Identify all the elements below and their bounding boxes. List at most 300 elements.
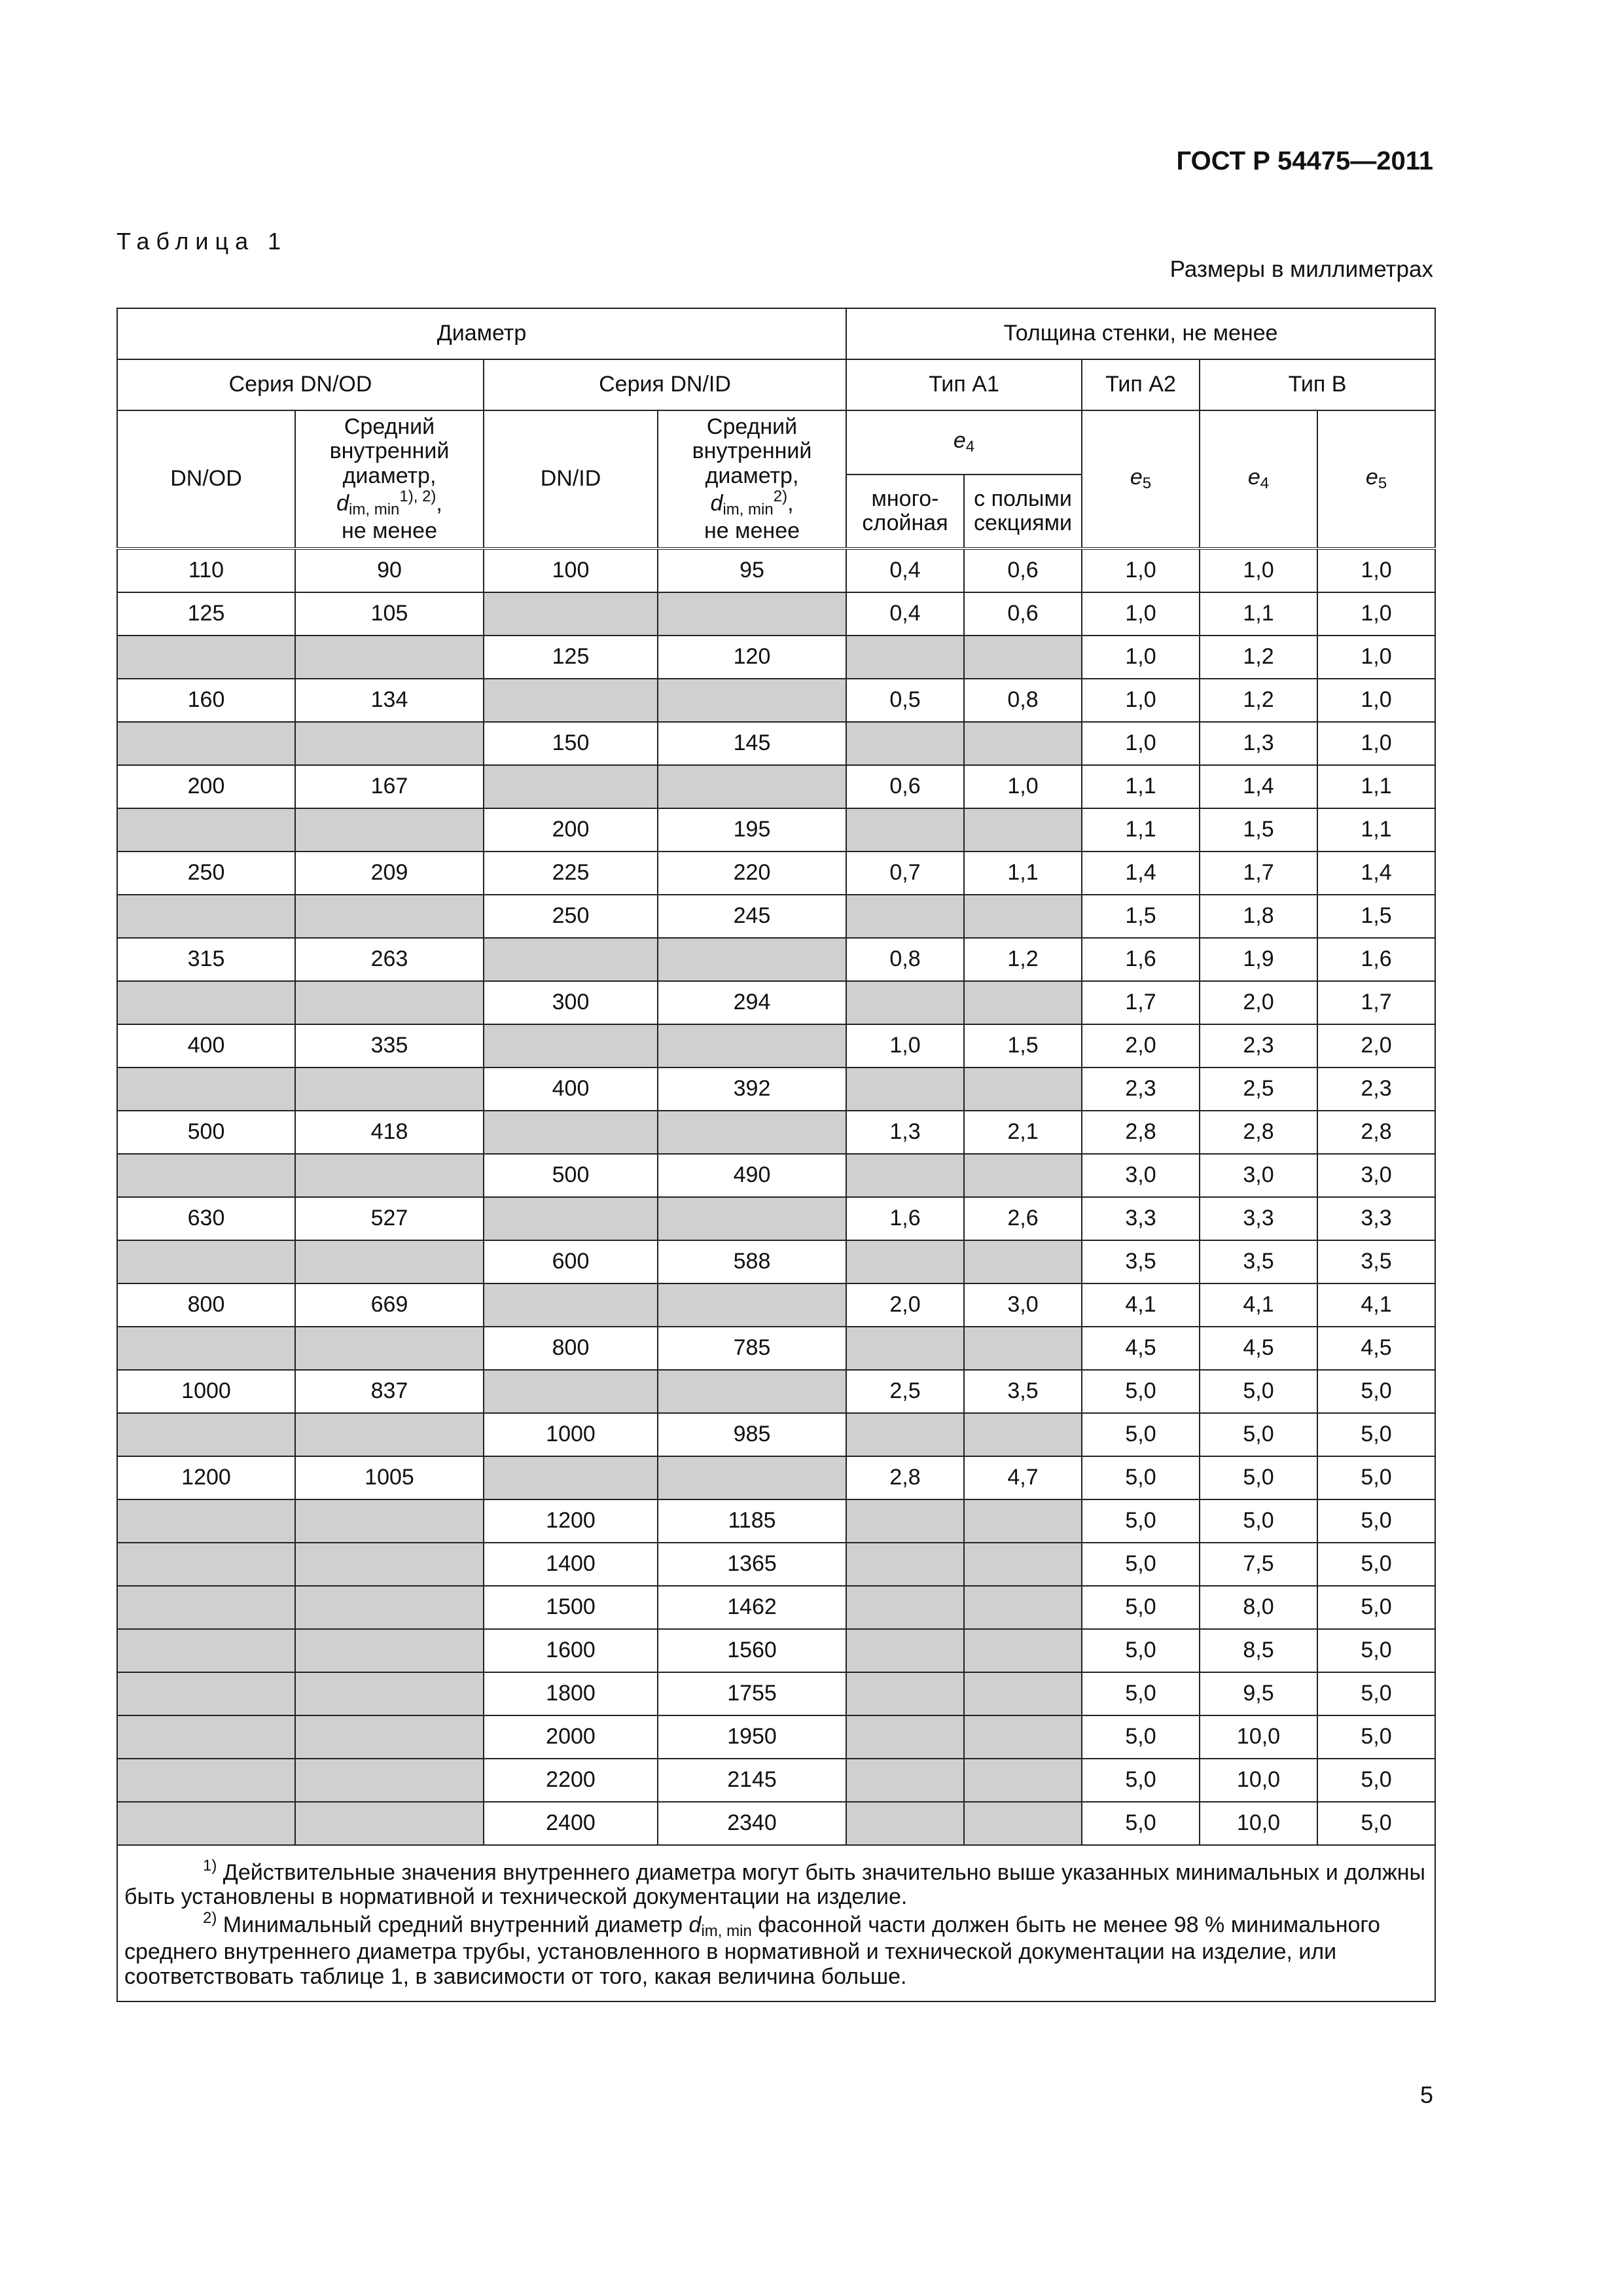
table-cell: [484, 679, 658, 722]
table-cell: [964, 981, 1082, 1024]
table-cell: [846, 1499, 964, 1543]
table-row: [117, 592, 1435, 636]
table-cell: [117, 1413, 295, 1456]
table-cell: 400: [484, 1067, 658, 1111]
table-cell: 120: [658, 636, 846, 679]
table-cell: [295, 1413, 484, 1456]
table-cell: [484, 765, 658, 808]
table-cell: [846, 636, 964, 679]
table-cell: [117, 722, 295, 765]
table-cell: 9,5: [1200, 1672, 1317, 1715]
table-cell: 1005: [295, 1456, 484, 1499]
table-cell: [295, 1629, 484, 1672]
table-cell: [658, 679, 846, 722]
table-cell: 1,0: [1082, 722, 1200, 765]
table-cell: 2,8: [1082, 1111, 1200, 1154]
table-row: [117, 1067, 1435, 1111]
table-row: [117, 1499, 1435, 1543]
table-cell: 2,5: [846, 1370, 964, 1413]
table-cell: 1,3: [1200, 722, 1317, 765]
table-cell: [295, 1240, 484, 1283]
table-cell: 2340: [658, 1802, 846, 1845]
header-series-id: Серия DN/ID: [484, 359, 846, 410]
table-cell: 5,0: [1317, 1715, 1435, 1759]
table-cell: 1,6: [846, 1197, 964, 1240]
table-cell: 2,3: [1200, 1024, 1317, 1067]
table-cell: 4,1: [1082, 1283, 1200, 1327]
table-cell: 8,5: [1200, 1629, 1317, 1672]
table-cell: 1,6: [1317, 938, 1435, 981]
table-cell: [964, 1543, 1082, 1586]
table-cell: 5,0: [1317, 1456, 1435, 1499]
table-row: [117, 1197, 1435, 1240]
table-cell: 160: [117, 679, 295, 722]
footnotes: [117, 1845, 1435, 2001]
table-cell: 150: [484, 722, 658, 765]
table-cell: [846, 808, 964, 852]
table-cell: 3,0: [1200, 1154, 1317, 1197]
table-cell: 245: [658, 895, 846, 938]
page-number: 5: [1419, 2081, 1433, 2108]
table-cell: [295, 722, 484, 765]
table-cell: 0,8: [964, 679, 1082, 722]
table-cell: 200: [484, 808, 658, 852]
table-cell: [295, 1543, 484, 1586]
table-cell: 2000: [484, 1715, 658, 1759]
table-cell: [964, 1672, 1082, 1715]
table-cell: 669: [295, 1283, 484, 1327]
table-cell: 1,7: [1200, 852, 1317, 895]
table-cell: [846, 1543, 964, 1586]
table-cell: [964, 1154, 1082, 1197]
table-cell: [295, 1586, 484, 1629]
table-cell: 225: [484, 852, 658, 895]
table-cell: 1,4: [1200, 765, 1317, 808]
table-cell: 5,0: [1082, 1499, 1200, 1543]
table-cell: 5,0: [1317, 1759, 1435, 1802]
table-row: [117, 852, 1435, 895]
table-cell: 3,3: [1200, 1197, 1317, 1240]
table-cell: [484, 592, 658, 636]
table-cell: 294: [658, 981, 846, 1024]
table-row: [117, 636, 1435, 679]
table-row: [117, 1240, 1435, 1283]
table-cell: 400: [117, 1024, 295, 1067]
header-dn-id: DN/ID: [484, 410, 658, 548]
table-cell: 1600: [484, 1629, 658, 1672]
table-cell: [295, 1499, 484, 1543]
table-cell: 2,3: [1082, 1067, 1200, 1111]
table-cell: 1,3: [846, 1111, 964, 1154]
table-cell: 2,3: [1317, 1067, 1435, 1111]
table-cell: [846, 722, 964, 765]
table-cell: 1,2: [964, 938, 1082, 981]
table-row: [117, 1154, 1435, 1197]
table-row: [117, 1672, 1435, 1715]
table-row: [117, 679, 1435, 722]
table-cell: 5,0: [1200, 1370, 1317, 1413]
header-dn-od: DN/OD: [117, 410, 295, 548]
table-cell: 125: [484, 636, 658, 679]
table-cell: 1,1: [1082, 808, 1200, 852]
table-cell: 785: [658, 1327, 846, 1370]
table-cell: 0,6: [964, 592, 1082, 636]
table-cell: [846, 1759, 964, 1802]
table-cell: [484, 1111, 658, 1154]
table-cell: 4,1: [1200, 1283, 1317, 1327]
table-cell: 250: [484, 895, 658, 938]
table-cell: [117, 1327, 295, 1370]
table-cell: 1,8: [1200, 895, 1317, 938]
table-cell: [846, 1240, 964, 1283]
header-diameter: Диаметр: [117, 308, 846, 359]
table-cell: [964, 1586, 1082, 1629]
table-cell: 5,0: [1082, 1715, 1200, 1759]
table-cell: 8,0: [1200, 1586, 1317, 1629]
table-cell: 0,5: [846, 679, 964, 722]
table-cell: 1,5: [1317, 895, 1435, 938]
table-cell: 335: [295, 1024, 484, 1067]
table-cell: 1,0: [1082, 679, 1200, 722]
table-cell: 985: [658, 1413, 846, 1456]
table-cell: 100: [484, 548, 658, 592]
table-row: [117, 1456, 1435, 1499]
table-cell: 0,7: [846, 852, 964, 895]
table-cell: 1,4: [1317, 852, 1435, 895]
table-cell: [846, 1802, 964, 1845]
table-cell: [117, 808, 295, 852]
table-cell: [484, 938, 658, 981]
table-cell: [117, 1240, 295, 1283]
table-cell: 1200: [117, 1456, 295, 1499]
table-cell: 10,0: [1200, 1802, 1317, 1845]
table-cell: 300: [484, 981, 658, 1024]
table-cell: [117, 981, 295, 1024]
table-cell: [964, 636, 1082, 679]
table-cell: 105: [295, 592, 484, 636]
table-cell: 195: [658, 808, 846, 852]
table-cell: [295, 1154, 484, 1197]
header-avg-diameter-od: Средний внутренний диаметр, $d_{im, min}^{1), 2)}$, не менее: [295, 410, 484, 548]
table-cell: [295, 1327, 484, 1370]
footnote-1: $^{1)}$ Действительные значения внутреннего диаметра могут быть значительно выше указанных минимальных и должны быть установлены в нормативной и технической документации на изделие.: [124, 1856, 1425, 1910]
table-cell: 5,0: [1317, 1499, 1435, 1543]
table-cell: [484, 1283, 658, 1327]
table-cell: 90: [295, 548, 484, 592]
table-cell: 1,0: [1082, 592, 1200, 636]
table-cell: 2,5: [1200, 1067, 1317, 1111]
table-cell: 4,5: [1317, 1327, 1435, 1370]
table-cell: 527: [295, 1197, 484, 1240]
table-cell: 1,5: [1082, 895, 1200, 938]
table-row: [117, 548, 1435, 592]
table-cell: [117, 1499, 295, 1543]
header-e4-b: $e_4$: [1200, 410, 1317, 548]
table-cell: 0,8: [846, 938, 964, 981]
table-cell: 1,6: [1082, 938, 1200, 981]
table-cell: [117, 636, 295, 679]
table-cell: 4,1: [1317, 1283, 1435, 1327]
header-e5-b: $e_5$: [1317, 410, 1435, 548]
table-cell: 500: [484, 1154, 658, 1197]
table-cell: [295, 636, 484, 679]
table-row: [117, 1715, 1435, 1759]
table-cell: [964, 808, 1082, 852]
table-cell: 1,0: [964, 765, 1082, 808]
table-cell: 5,0: [1200, 1413, 1317, 1456]
table-cell: [658, 1456, 846, 1499]
table-cell: 2,0: [846, 1283, 964, 1327]
table-cell: [964, 722, 1082, 765]
table-cell: [295, 895, 484, 938]
table-cell: [295, 808, 484, 852]
table-cell: 1462: [658, 1586, 846, 1629]
table-cell: [117, 1154, 295, 1197]
table-cell: 167: [295, 765, 484, 808]
table-cell: 220: [658, 852, 846, 895]
table-cell: 263: [295, 938, 484, 981]
table-cell: [484, 1370, 658, 1413]
table-cell: 5,0: [1082, 1759, 1200, 1802]
table-cell: [295, 1802, 484, 1845]
table-cell: 1800: [484, 1672, 658, 1715]
table-cell: 5,0: [1317, 1413, 1435, 1456]
table-cell: [964, 895, 1082, 938]
table-cell: 3,0: [1317, 1154, 1435, 1197]
table-cell: 5,0: [1082, 1370, 1200, 1413]
table-cell: 3,0: [964, 1283, 1082, 1327]
table-cell: 5,0: [1200, 1499, 1317, 1543]
table-cell: 600: [484, 1240, 658, 1283]
table-cell: 1950: [658, 1715, 846, 1759]
table-cell: [658, 1111, 846, 1154]
header-wall-thickness: Толщина стенки, не менее: [846, 308, 1435, 359]
table-cell: 2,0: [1200, 981, 1317, 1024]
table-row: [117, 1543, 1435, 1586]
table-row: [117, 1759, 1435, 1802]
table-cell: 2200: [484, 1759, 658, 1802]
table-cell: 1,0: [1082, 548, 1200, 592]
table-row: [117, 938, 1435, 981]
table-cell: 5,0: [1317, 1629, 1435, 1672]
table-cell: 4,5: [1200, 1327, 1317, 1370]
header-series-od: Серия DN/OD: [117, 359, 484, 410]
table-row: [117, 1327, 1435, 1370]
table-cell: 4,7: [964, 1456, 1082, 1499]
table-row: [117, 981, 1435, 1024]
table-cell: [964, 1067, 1082, 1111]
table-cell: 2,1: [964, 1111, 1082, 1154]
table-cell: 1,7: [1317, 981, 1435, 1024]
table-cell: [117, 895, 295, 938]
table-cell: 392: [658, 1067, 846, 1111]
table-cell: [117, 1802, 295, 1845]
table-cell: [658, 1197, 846, 1240]
header-hollow-sections: с полыми секциями: [964, 475, 1082, 548]
table-cell: [658, 1283, 846, 1327]
table-cell: 110: [117, 548, 295, 592]
table-cell: 1,0: [1200, 548, 1317, 592]
table-cell: [117, 1543, 295, 1586]
table-cell: [846, 1413, 964, 1456]
table-cell: 3,5: [1317, 1240, 1435, 1283]
table-cell: [658, 1024, 846, 1067]
table-cell: 2145: [658, 1759, 846, 1802]
table-cell: 1,1: [1082, 765, 1200, 808]
table-cell: 1,2: [1200, 636, 1317, 679]
table-cell: 1200: [484, 1499, 658, 1543]
table-cell: 1185: [658, 1499, 846, 1543]
table-cell: [117, 1759, 295, 1802]
table-cell: 0,6: [846, 765, 964, 808]
table-cell: 1365: [658, 1543, 846, 1586]
standard-code: ГОСТ Р 54475—2011: [1176, 147, 1433, 175]
table-cell: [846, 1629, 964, 1672]
table-cell: 1,5: [964, 1024, 1082, 1067]
header-avg-diameter-id: Средний внутренний диаметр, $d_{im, min}^{2)}$, не менее: [658, 410, 846, 548]
table-cell: [484, 1197, 658, 1240]
table-cell: [964, 1327, 1082, 1370]
table-cell: 134: [295, 679, 484, 722]
table-cell: 250: [117, 852, 295, 895]
table-cell: 1,4: [1082, 852, 1200, 895]
table-cell: 2,6: [964, 1197, 1082, 1240]
table-cell: 1755: [658, 1672, 846, 1715]
table-body: [117, 548, 1435, 1845]
table-cell: 5,0: [1082, 1629, 1200, 1672]
table-cell: 1,1: [964, 852, 1082, 895]
table-row: [117, 1111, 1435, 1154]
header-type-a2: Тип А2: [1082, 359, 1200, 410]
header-type-a1: Тип А1: [846, 359, 1082, 410]
table-cell: 1,1: [1317, 808, 1435, 852]
table-cell: 5,0: [1200, 1456, 1317, 1499]
table-cell: [484, 1024, 658, 1067]
table-cell: 3,3: [1082, 1197, 1200, 1240]
table-cell: [295, 1672, 484, 1715]
table-row: [117, 1586, 1435, 1629]
table-cell: 5,0: [1082, 1456, 1200, 1499]
table-cell: 95: [658, 548, 846, 592]
table-cell: [295, 1759, 484, 1802]
table-cell: [658, 592, 846, 636]
table-cell: 1,0: [1317, 679, 1435, 722]
table-cell: 3,5: [1200, 1240, 1317, 1283]
header-multilayer: много- слойная: [846, 475, 964, 548]
table-cell: 2,0: [1317, 1024, 1435, 1067]
dimensions-table: [116, 308, 1436, 2002]
table-cell: 0,4: [846, 548, 964, 592]
table-cell: 588: [658, 1240, 846, 1283]
table-cell: [964, 1240, 1082, 1283]
table-cell: 3,5: [964, 1370, 1082, 1413]
table-cell: 5,0: [1317, 1370, 1435, 1413]
table-cell: [846, 1672, 964, 1715]
table-cell: [846, 1715, 964, 1759]
table-row: [117, 1802, 1435, 1845]
table-cell: [295, 1715, 484, 1759]
table-cell: [964, 1759, 1082, 1802]
table-cell: 5,0: [1082, 1413, 1200, 1456]
table-row: [117, 895, 1435, 938]
table-cell: [658, 1370, 846, 1413]
table-row: [117, 1283, 1435, 1327]
header-type-b: Тип В: [1200, 359, 1435, 410]
table-cell: 1560: [658, 1629, 846, 1672]
table-row: [117, 765, 1435, 808]
table-cell: 1,7: [1082, 981, 1200, 1024]
table-cell: 5,0: [1317, 1543, 1435, 1586]
table-cell: [846, 981, 964, 1024]
table-cell: [846, 1586, 964, 1629]
table-cell: 3,0: [1082, 1154, 1200, 1197]
units-note: Размеры в миллиметрах: [1169, 257, 1433, 282]
table-row: [117, 1370, 1435, 1413]
table-cell: 1,1: [1200, 592, 1317, 636]
table-cell: 10,0: [1200, 1715, 1317, 1759]
table-cell: 200: [117, 765, 295, 808]
table-cell: [117, 1715, 295, 1759]
table-cell: 1000: [117, 1370, 295, 1413]
table-row: [117, 1024, 1435, 1067]
table-cell: 2,8: [1200, 1111, 1317, 1154]
table-cell: 0,4: [846, 592, 964, 636]
header-e4-a1: $e_4$: [846, 410, 1082, 475]
table-cell: [117, 1629, 295, 1672]
header-e5-a2: $e_5$: [1082, 410, 1200, 548]
table-cell: 3,5: [1082, 1240, 1200, 1283]
table-cell: [295, 1067, 484, 1111]
table-cell: 1,9: [1200, 938, 1317, 981]
table-cell: 2,8: [1317, 1111, 1435, 1154]
table-cell: 1,0: [1317, 548, 1435, 592]
table-cell: 5,0: [1082, 1672, 1200, 1715]
table-cell: 1400: [484, 1543, 658, 1586]
table-cell: [964, 1629, 1082, 1672]
table-cell: 209: [295, 852, 484, 895]
table-row: [117, 722, 1435, 765]
table-cell: 5,0: [1317, 1672, 1435, 1715]
table-cell: 5,0: [1082, 1543, 1200, 1586]
table-cell: 7,5: [1200, 1543, 1317, 1586]
table-cell: 1,2: [1200, 679, 1317, 722]
table-cell: [846, 1067, 964, 1111]
table-cell: 1500: [484, 1586, 658, 1629]
table-cell: [964, 1715, 1082, 1759]
table-cell: 630: [117, 1197, 295, 1240]
table-cell: 4,5: [1082, 1327, 1200, 1370]
table-cell: 2,8: [846, 1456, 964, 1499]
table-cell: 1,0: [1317, 722, 1435, 765]
table-cell: 1,0: [1082, 636, 1200, 679]
table-cell: 800: [484, 1327, 658, 1370]
table-cell: [658, 938, 846, 981]
table-cell: [484, 1456, 658, 1499]
table-cell: [846, 1154, 964, 1197]
table-cell: [964, 1802, 1082, 1845]
table-cell: 3,3: [1317, 1197, 1435, 1240]
table-caption: Таблица 1: [116, 228, 288, 255]
table-row: [117, 1629, 1435, 1672]
table-cell: 500: [117, 1111, 295, 1154]
table-cell: 1000: [484, 1413, 658, 1456]
table-cell: [964, 1499, 1082, 1543]
table-cell: 5,0: [1317, 1586, 1435, 1629]
table-cell: 125: [117, 592, 295, 636]
table-cell: [117, 1067, 295, 1111]
table-cell: 1,5: [1200, 808, 1317, 852]
table-cell: [846, 1327, 964, 1370]
